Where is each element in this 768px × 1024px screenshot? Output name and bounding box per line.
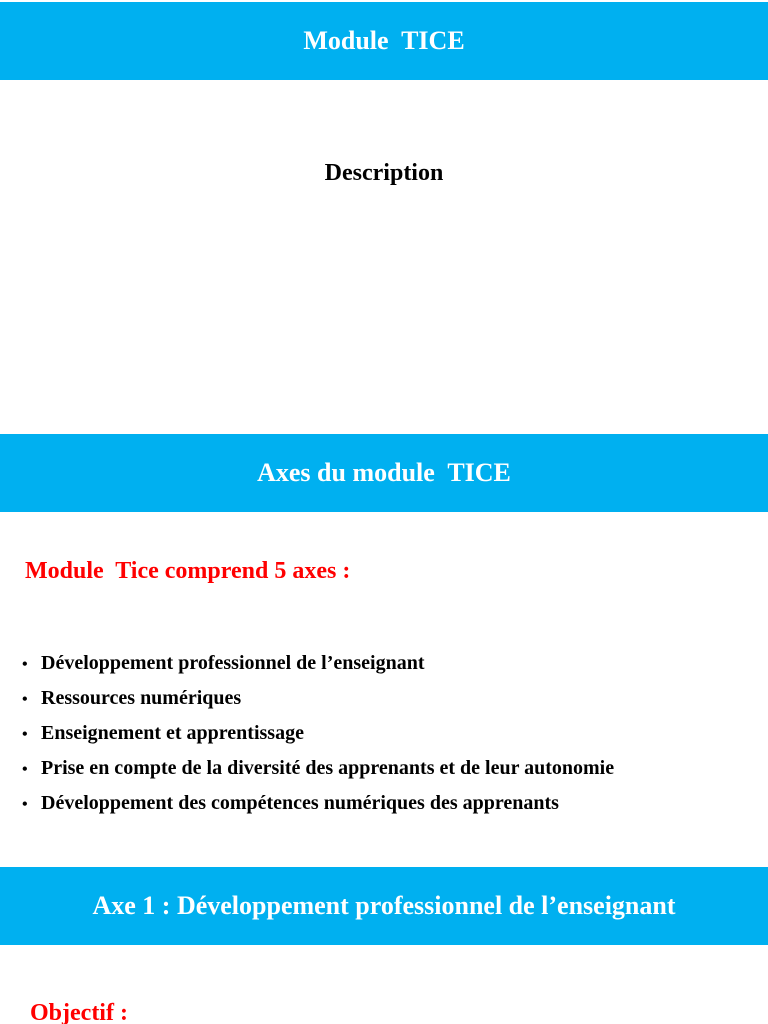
bullet-icon: • [22,761,28,778]
axis-label: Prise en compte de la diversité des apprenants et de leur autonomie [41,757,615,779]
axis-label: Ressources numériques [41,687,242,709]
axis-label: Développement professionnel de l’enseignant [41,652,425,674]
objectif-heading: Objectif : [30,1000,128,1024]
bullet-icon: • [22,726,28,743]
axis-label: Développement des compétences numériques des apprenants [41,792,559,814]
module-tice-banner [0,2,768,80]
list-item [22,792,614,827]
axes-title: Axes du module TICE [257,458,511,487]
axis-label: Enseignement et apprentissage [41,722,304,744]
module-tice-title: Module TICE [303,26,465,55]
list-item [22,722,614,757]
axe-1-banner [0,867,768,945]
axes-intro-heading: Module Tice comprend 5 axes : [25,558,351,584]
bullet-icon: • [22,691,28,708]
list-item [22,687,614,722]
list-item [22,757,614,792]
axes-banner [0,434,768,512]
bullet-icon: • [22,796,28,813]
description-heading: Description [324,160,444,186]
axes-list [22,652,614,827]
list-item [22,652,614,687]
bullet-icon: • [22,656,28,673]
axe-1-title: Axe 1 : Développement professionnel de l’enseignant [92,891,676,920]
